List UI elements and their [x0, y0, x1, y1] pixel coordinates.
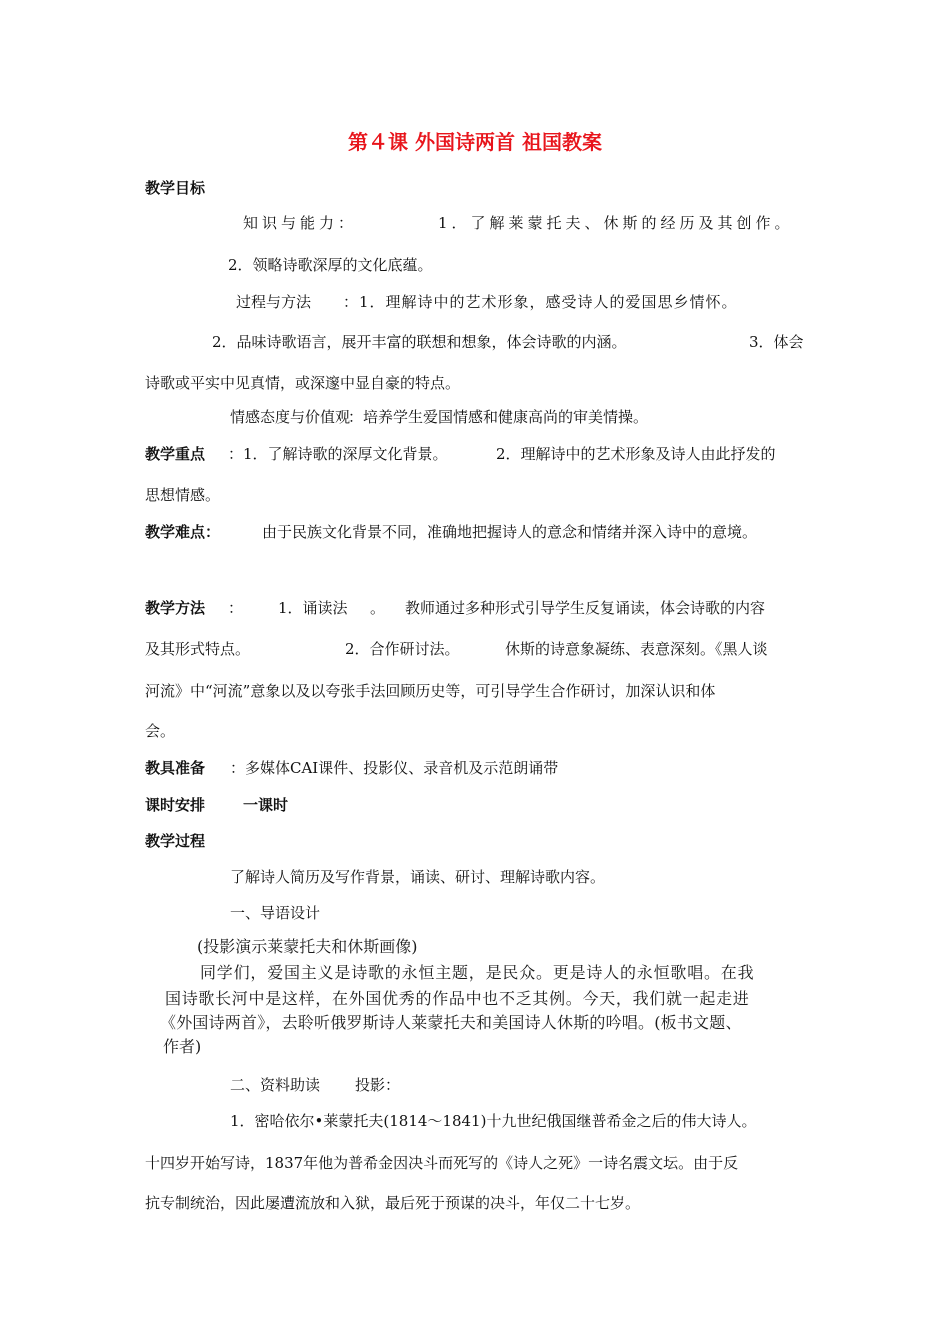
handwritten-line-4: 《外国诗两首》，去聆听俄罗斯诗人莱蒙托夫和美国诗人休斯的吟唱。(板书文题、 — [160, 1013, 742, 1032]
handwritten-line-3: 国诗歌长河中是这样，在外国优秀的作品中也不乏其例。今天，我们就一起走进 — [165, 989, 750, 1008]
process-heading: 教学过程 — [145, 832, 206, 850]
key-points-line1a: ：1．了解诗歌的深厚文化背景。 — [228, 445, 448, 463]
methods-heading: 教学方法 — [145, 599, 206, 617]
process-item-3a: 3．体会 — [749, 333, 804, 351]
bio-line-2: 十四岁开始写诗，1837年他为普希金因决斗而死写的《诗人之死》一诗名震文坛。由于反 — [145, 1154, 739, 1172]
key-points-heading: 教学重点 — [145, 445, 206, 463]
knowledge-item-2: 2．领略诗歌深厚的文化底蕴。 — [228, 256, 433, 274]
knowledge-item-1: 1．了解莱蒙托夫、休斯的经历及其创作。 — [438, 214, 794, 232]
handwritten-line-2: 同学们，爱国主义是诗歌的永恒主题，是民众。更是诗人的永恒歌唱。在我 — [200, 963, 755, 982]
process-item-1: ：1．理解诗中的艺术形象，感受诗人的爱国思乡情怀。 — [343, 293, 738, 311]
schedule-text: 一课时 — [243, 796, 289, 814]
handwritten-line-5: 作者) — [163, 1037, 202, 1056]
methods-period: 。 — [370, 599, 386, 617]
methods-line2a: 及其形式特点。 — [145, 640, 251, 658]
methods-colon: ： — [228, 599, 244, 617]
difficulties-text: 由于民族文化背景不同，准确地把握诗人的意念和情绪并深入诗中的意境。 — [262, 523, 758, 541]
methods-line4: 会。 — [145, 722, 176, 740]
emotion-text: ：培养学生爱国情感和健康高尚的审美情操。 — [348, 408, 649, 426]
difficulties-heading: 教学难点： — [145, 523, 221, 541]
key-points-line2: 思想情感。 — [145, 486, 221, 504]
knowledge-label: 知识与能力： — [243, 214, 358, 232]
methods-recitation: 1．诵读法 — [278, 599, 348, 617]
methods-line2b: 2．合作研讨法。 — [345, 640, 460, 658]
process-item-3b: 诗歌或平实中见真情，或深邃中显自豪的特点。 — [145, 374, 461, 392]
methods-line1-text: 教师通过多种形式引导学生反复诵读，体会诗歌的内容 — [405, 599, 766, 617]
section-2-heading: 二、资料助读 — [230, 1076, 321, 1094]
handwritten-line-1: (投影演示莱蒙托夫和休斯画像) — [197, 937, 418, 956]
methods-line2c: 休斯的诗意象凝练、表意深刻。《黑人谈 — [505, 640, 768, 658]
objectives-heading: 教学目标 — [145, 179, 206, 197]
section-1-heading: 一、导语设计 — [230, 904, 321, 922]
bio-line-3: 抗专制统治，因此屡遭流放和入狱，最后死于预谋的决斗，年仅二十七岁。 — [145, 1194, 641, 1212]
key-points-line1b: 2．理解诗中的艺术形象及诗人由此抒发的 — [496, 445, 776, 463]
process-intro: 了解诗人简历及写作背景，诵读、研讨、理解诗歌内容。 — [230, 868, 606, 886]
emotion-label: 情感态度与价值观 — [230, 408, 351, 426]
tools-heading: 教具准备 — [145, 759, 206, 777]
process-item-2: 2．品味诗歌语言，展开丰富的联想和想象，体会诗歌的内涵。 — [212, 333, 627, 351]
tools-text: ：多媒体CAI课件、投影仪、录音机及示范朗诵带 — [230, 759, 559, 777]
bio-line-1: 1．密哈依尔•莱蒙托夫(1814～1841)十九世纪俄国继普希金之后的伟大诗人。 — [230, 1112, 757, 1130]
methods-line3: 河流》中“河流”意象以及以夸张手法回顾历史等，可引导学生合作研讨，加深认识和体 — [145, 682, 716, 700]
page-title: 第４课 外国诗两首 祖国教案 — [348, 130, 602, 154]
process-label: 过程与方法 — [236, 293, 312, 311]
section-2-projection: 投影： — [355, 1076, 401, 1094]
schedule-heading: 课时安排 — [145, 796, 206, 814]
